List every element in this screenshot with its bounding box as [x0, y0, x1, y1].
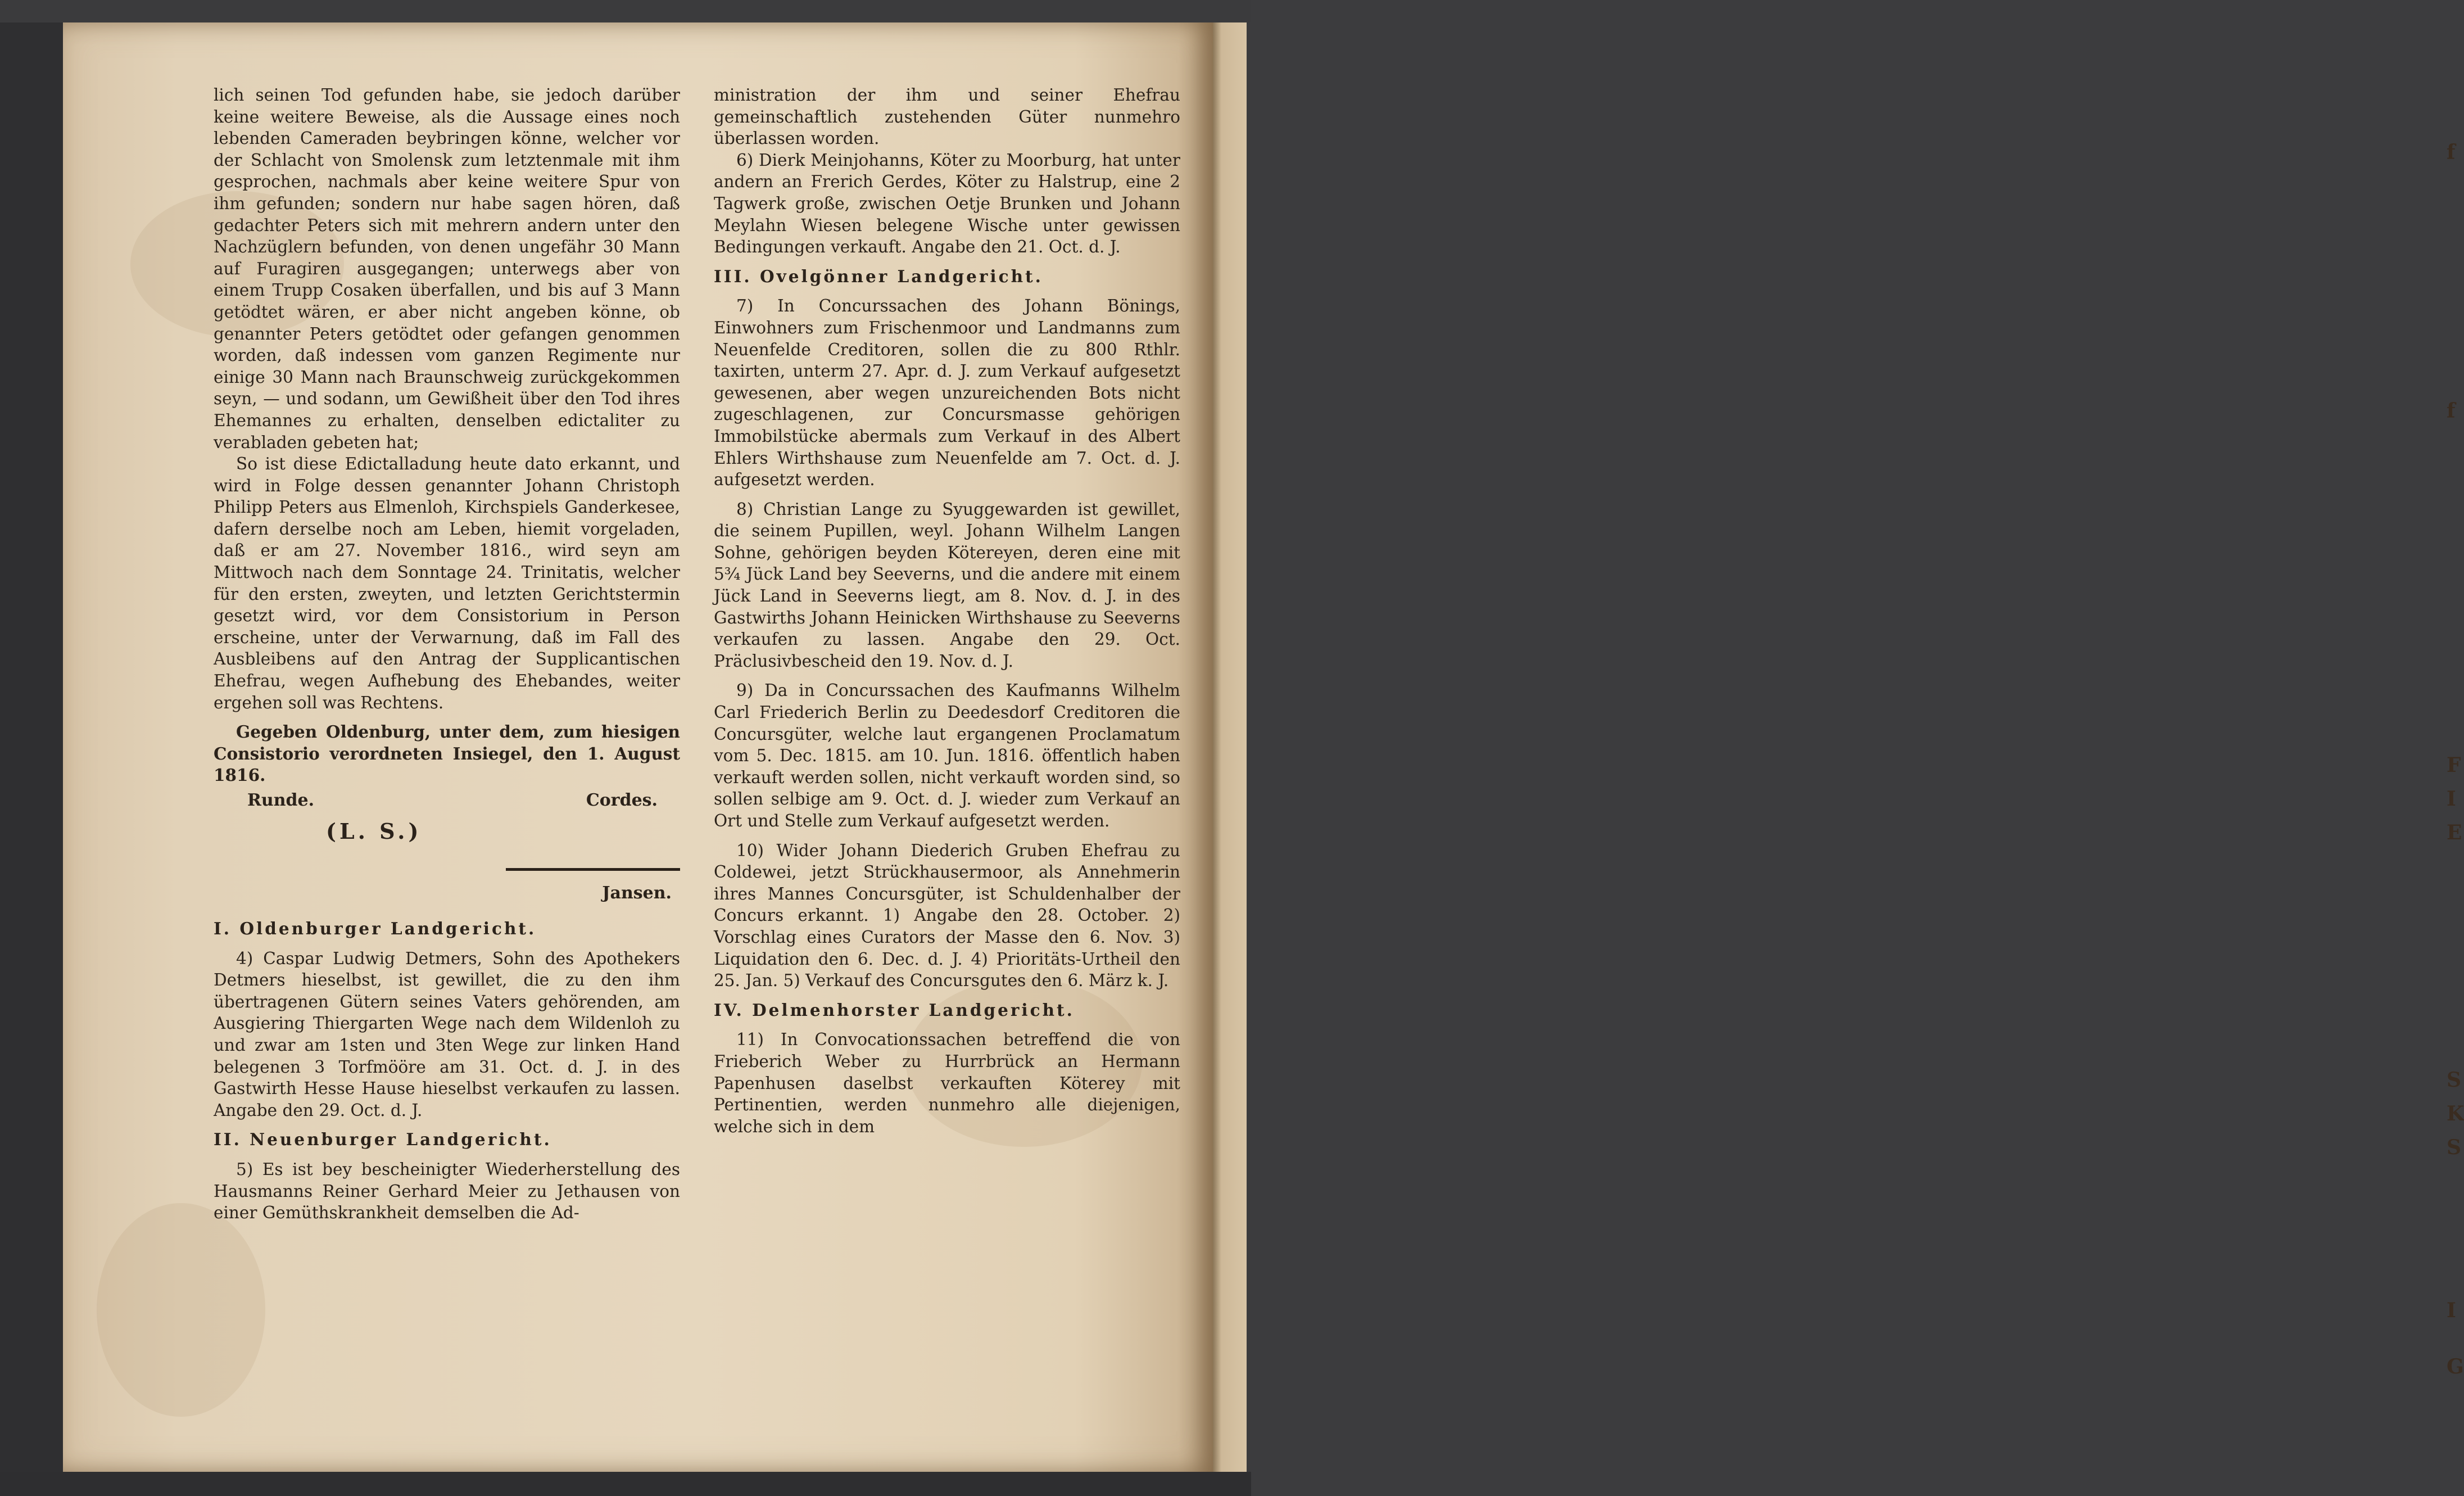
edge-letter: G — [2447, 1355, 2464, 1379]
paragraph-edictal-summons: So ist diese Edictalladung heute dato erkannt, und wird in Folge dessen genannter Johann Christoph Philipp Peters aus Elmenloh, Kirchspiels Ganderkesee, dafern derselbe noch am Leben, hiemit vorgeladen, daß er am 27. November 1816., wird seyn am Mittwoch nach dem Sonntage 24. Trinitatis, welcher für den ersten, zweyten, und letzten Gerichtstermin gesetzt wird, vor dem Consistorium in Person erscheine, unter der Verwarnung, daß im Fall des Ausbleibens auf den Antrag der Supplicantischen Ehefrau, wegen Aufhebung des Ehebandes, weiter ergehen soll was Rechtens. — [214, 454, 680, 712]
edge-letter: I — [2447, 1299, 2456, 1322]
seal-mark: (L. S.) — [326, 819, 422, 844]
scan-border-top — [0, 0, 1251, 22]
paragraph-9: 9) Da in Concurssachen des Kaufmanns Wilhelm Carl Friederich Berlin zu Deedesdorf Creditoren die Concursgüter, welche laut ergangenen Proclamatum vom 5. Dec. 1815. am 10. Jun. 1816. öffentlich haben verkauft werden sollen, nicht verkauft worden sind, so sollen selbige am 9. Oct. d. J. wieder zum Verkauf an Ort und Stelle zum Verkauf aufgesetzt werden. — [714, 681, 1180, 830]
paragraph-11: 11) In Convocationssachen betreffend die von Frieberich Weber zu Hurrbrück an Hermann Papenhusen daselbst verkauften Köterey mit Pertinentien, werden nunmehro alle diejenigen, welche sich in dem — [714, 1030, 1180, 1136]
edge-letter: f — [2447, 399, 2456, 423]
edge-letter: E — [2447, 821, 2462, 844]
edge-letter: S — [2447, 1068, 2461, 1092]
section-heading-ovelgoenne: III. Ovelgönner Landgericht. — [714, 266, 1043, 286]
paragraph-4: 4) Caspar Ludwig Detmers, Sohn des Apothekers Detmers hieselbst, ist gewillet, die zu den ihm übertragenen Gütern seines Vaters gehörenden, am Ausgiering Thiergarten Wege nach dem Wildenloh zu und zwar am 1sten und 3ten Wege zur linken Hand belegenen 3 Torfmööre am 31. Oct. d. J. in des Gastwirth Hesse Hause hieselbst verkaufen zu lassen. Angabe den 29. Oct. d. J. — [214, 948, 680, 1120]
paragraph-8: 8) Christian Lange zu Syuggewarden ist gewillet, die seinem Pupillen, weyl. Johann Wilhelm Langen Sohne, gehörigen beyden Kötereyen, deren eine mit 5¾ Jück Land bey Seeverns, und die andere mit einem Jück Land in Seeverns liegt, am 8. Nov. d. J. in des Gastwirths Johann Heinicken Wirthshause zu Seeverns verkaufen zu lassen. Angabe den 29. Oct. Präclusivbescheid den 19. Nov. d. J. — [714, 499, 1180, 671]
paragraph-5: 5) Es ist bey bescheinigter Wiederherstellung des Hausmanns Reiner Gerhard Meier zu Jethausen von einer Gemüthskrankheit demselben die Ad- — [214, 1159, 680, 1223]
section-heading-oldenburg: I. Oldenburger Landgericht. — [214, 919, 537, 938]
edge-letter: K — [2447, 1102, 2464, 1126]
edge-letter: S — [2447, 1136, 2461, 1159]
right-column — [714, 84, 1180, 1137]
scan-border-bottom — [0, 1472, 1251, 1496]
signature-rule — [506, 868, 680, 871]
paragraph-given-at: Gegeben Oldenburg, unter dem, zum hiesigen Consistorio verordneten Insiegel, den 1. August 1816. — [214, 722, 680, 785]
next-page-edge — [1213, 22, 2464, 1472]
signer-cordes: Cordes. — [586, 790, 658, 810]
paragraph-6: 6) Dierk Meinjohanns, Köter zu Moorburg, hat unter andern an Frerich Gerdes, Köter zu Halstrup, eine 2 Tagwerk große, zwischen Oetje Brunken und Johann Meylahn Wiesen belegene Wische unter gewissen Bedingungen verkauft. Angabe den 21. Oct. d. J. — [714, 150, 1180, 257]
left-column — [214, 84, 680, 1224]
paragraph-continuation: ministration der ihm und seiner Ehefrau gemeinschaftlich zustehenden Güter nunmehro überlassen worden. — [714, 85, 1180, 148]
paragraph-10: 10) Wider Johann Diederich Gruben Ehefrau zu Coldewei, jetzt Strückhausermoor, als Annehmerin ihres Mannes Concursgüter, ist Schuldenhalber der Concurs erkannt. 1) Angabe den 28. October. 2) Vorschlag eines Curators der Masse den 6. Nov. 3) Liquidation den 6. Dec. d. J. 4) Prioritäts-Urtheil den 25. Jan. 5) Verkauf des Concursgutes den 6. März k. J. — [714, 840, 1180, 991]
section-heading-neuenburg: II. Neuenburger Landgericht. — [214, 1129, 552, 1150]
signer-runde: Runde. — [247, 790, 315, 810]
signature-row — [214, 787, 680, 815]
section-heading-delmenhorst: IV. Delmenhorster Landgericht. — [714, 1000, 1075, 1020]
scan-border-left — [0, 0, 63, 1496]
paragraph-7: 7) In Concurssachen des Johann Bönings, Einwohners zum Frischenmoor und Landmanns zum Neuenfelde Creditoren, sollen die zu 800 Rthlr. taxirten, unterm 27. Apr. d. J. zum Verkauf aufgesetzt gewesenen, aber wegen unzureichenden Bots nicht zugeschlagenen, zur Concursmasse gehörigen Immobilstücke abermals zum Verkauf in des Albert Ehlers Wirthshause zum Neuenfelde am 7. Oct. d. J. aufgesetzt werden. — [714, 296, 1180, 490]
paragraph-continuation: lich seinen Tod gefunden habe, sie jedoch darüber keine weitere Beweise, als die Aussage eines noch lebenden Cameraden beybringen könne, welcher vor der Schlacht von Smolensk zum letztenmale mit ihm gesprochen, nachmals aber keine weitere Spur von ihm gefunden; sondern nur habe sagen hören, daß gedachter Peters sich mit mehrern andern unter den Nachzüglern befunden, von denen ungefähr 30 Mann auf Furagiren ausgegangen; unterwegs aber von einem Trupp Cosaken überfallen, und bis auf 3 Mann getödtet wären, er aber nicht angeben könne, ob genannter Peters getödtet oder gefangen genommen worden, daß indessen vom ganzen Regimente nur einige 30 Mann nach Braunschweig zurückgekommen seyn, — und sodann, um Gewißheit über den Tod ihres Ehemannes zu erhalten, denselben edictaliter zu verabladen gebeten hat; — [214, 85, 680, 452]
edge-letter: I — [2447, 787, 2456, 811]
edge-letter: f — [2447, 141, 2456, 164]
signer-jansen: Jansen. — [602, 883, 672, 903]
edge-letter: F — [2447, 753, 2461, 777]
